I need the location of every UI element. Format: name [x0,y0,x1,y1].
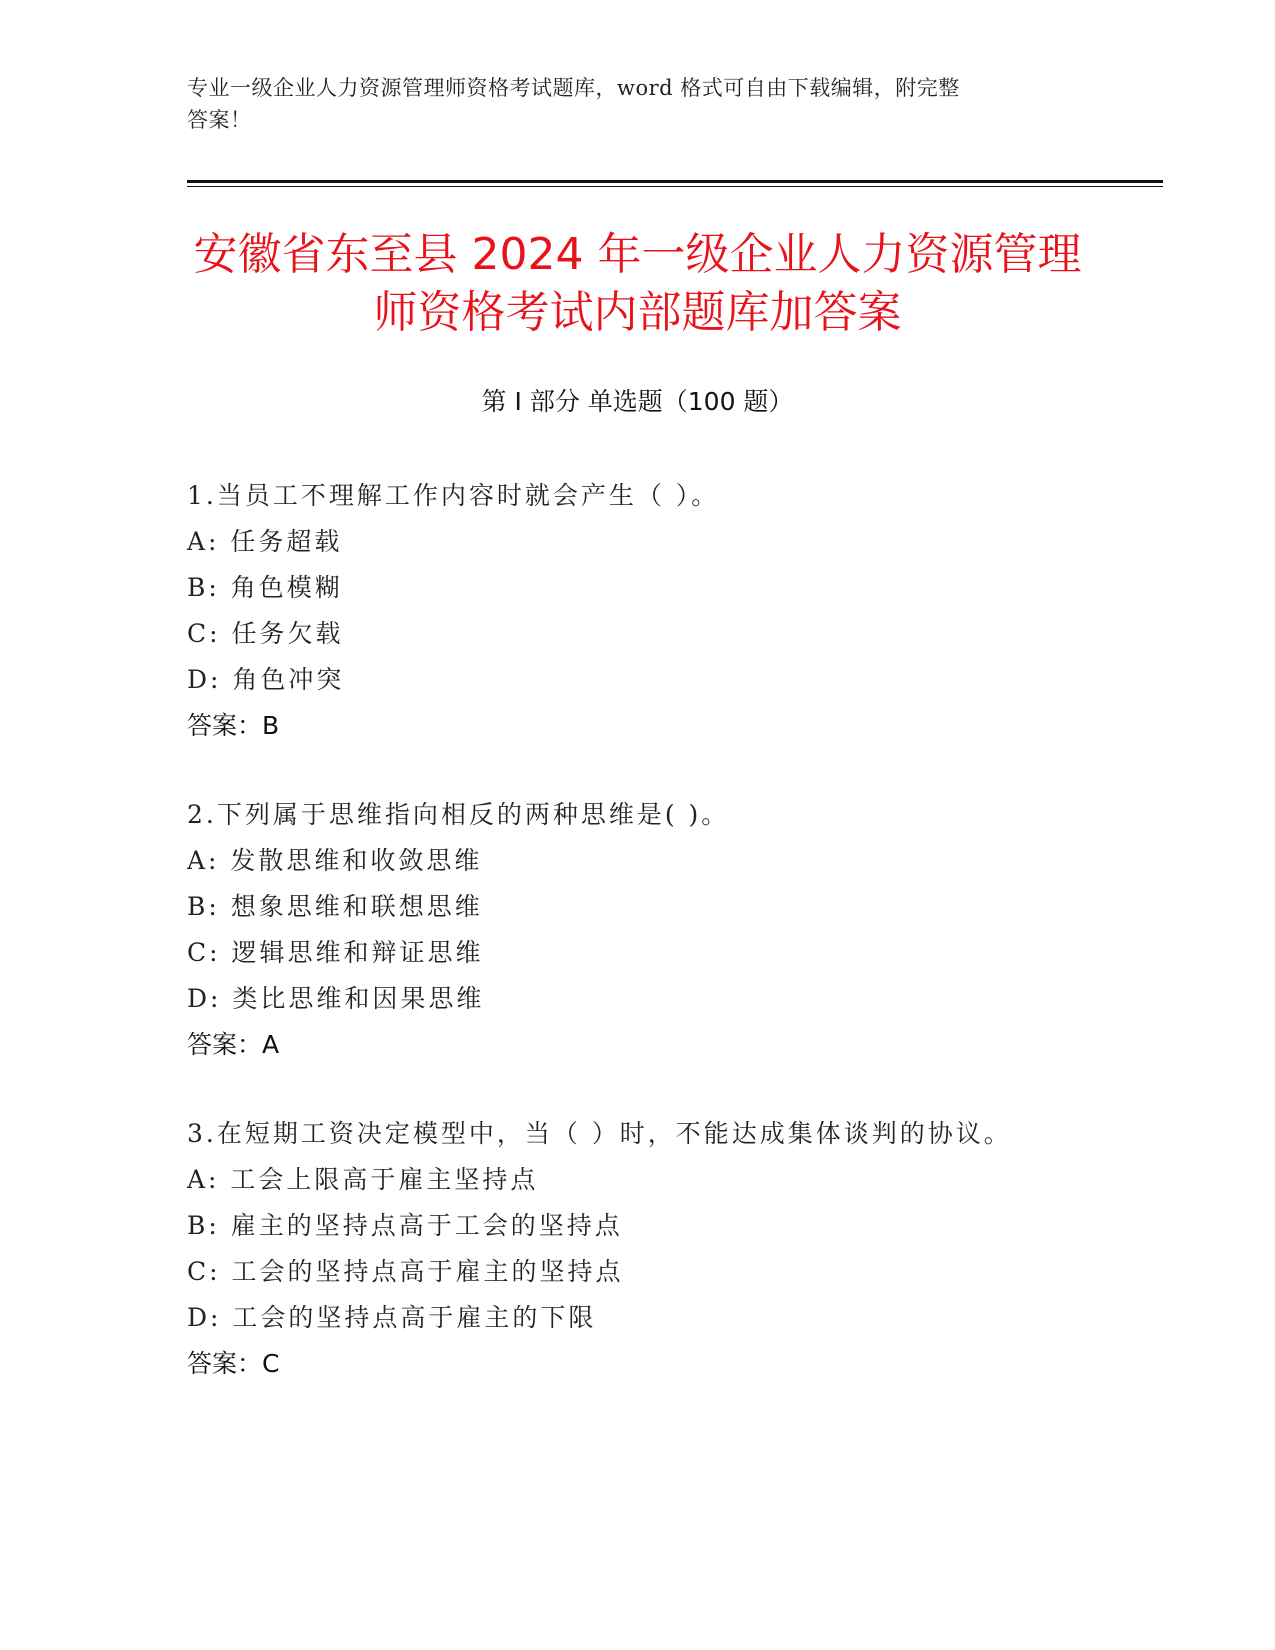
question-stem: 1.当员工不理解工作内容时就会产生（ ）。 [187,481,720,510]
option-a: A: 工会上限高于雇主坚持点 [187,1165,539,1194]
question-2 [187,792,1107,1068]
header-divider-thin [187,186,1163,187]
option-c: C: 逻辑思维和辩证思维 [187,938,484,967]
option-d: D: 类比思维和因果思维 [187,984,485,1013]
section-heading: 第 I 部分 单选题（100 题） [481,387,794,416]
header-note-line-1: 专业一级企业人力资源管理师资格考试题库，word 格式可自由下载编辑，附完整 [187,76,960,100]
option-b: B: 想象思维和联想思维 [187,892,483,921]
document-title [150,226,1125,342]
answer-line: 答案：B [187,711,280,740]
title-line-2: 师资格考试内部题库加答案 [373,287,902,338]
option-c: C: 工会的坚持点高于雇主的坚持点 [187,1257,624,1286]
header-note-line-2: 答案！ [187,108,252,132]
option-a: A: 发散思维和收敛思维 [187,846,483,875]
document-header-note [187,72,1087,136]
question-3 [187,1111,1107,1387]
answer-line: 答案：C [187,1349,280,1378]
option-b: B: 雇主的坚持点高于工会的坚持点 [187,1211,623,1240]
header-divider-thick [187,180,1163,183]
option-c: C: 任务欠载 [187,619,344,648]
option-d: D: 角色冲突 [187,665,345,694]
title-line-1: 安徽省东至县 2024 年一级企业人力资源管理 [193,229,1082,280]
question-stem: 3.在短期工资决定模型中，当（ ）时，不能达成集体谈判的协议。 [187,1119,1012,1148]
option-b: B: 角色模糊 [187,573,343,602]
option-d: D: 工会的坚持点高于雇主的下限 [187,1303,597,1332]
answer-line: 答案：A [187,1030,280,1059]
question-1 [187,473,1107,749]
question-stem: 2.下列属于思维指向相反的两种思维是( )。 [187,800,730,829]
option-a: A: 任务超载 [187,527,343,556]
